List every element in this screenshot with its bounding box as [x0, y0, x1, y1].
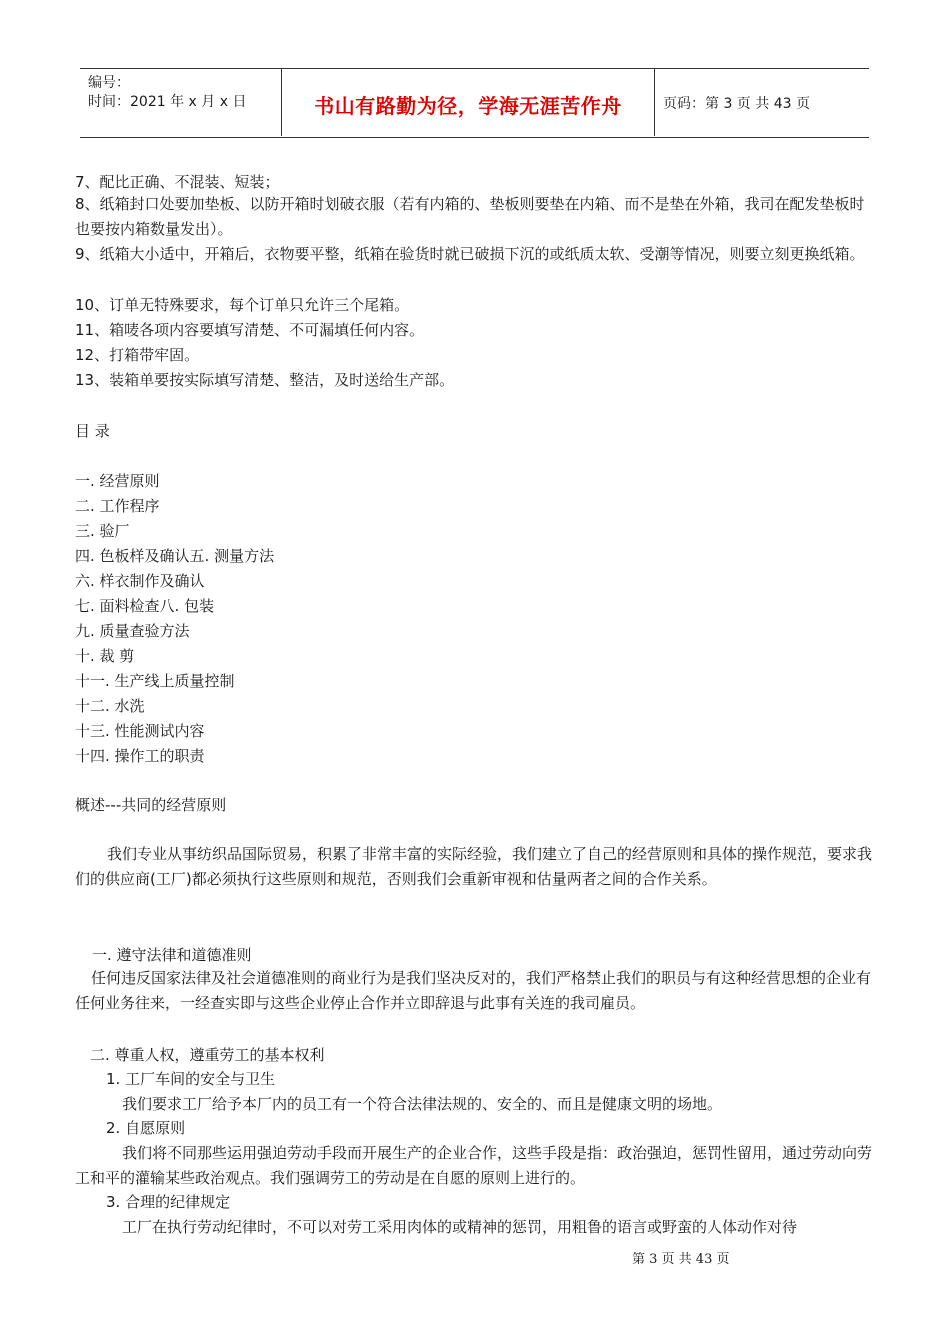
toc-entry: 二. 工作程序 [75, 497, 160, 515]
serial-number-label: 编号： [88, 75, 130, 91]
toc-entry: 七. 面料检查八. 包装 [75, 597, 215, 615]
page-footer: 第 3 页 共 43 页 [632, 1252, 730, 1267]
toc-entry: 十. 裁 剪 [75, 647, 135, 665]
toc-entry: 十一. 生产线上质量控制 [75, 672, 235, 690]
list-item: 9、纸箱大小适中，开箱后，衣物要平整，纸箱在验货时就已破损下沉的或纸质太软、受潮等情况，则要立刻更换纸箱。 [75, 245, 865, 263]
overview-title: 概述---共同的经营原则 [75, 796, 227, 814]
header-divider [654, 68, 655, 136]
list-item: 13、装箱单要按实际填写清楚、整洁，及时送给生产部。 [75, 371, 455, 389]
subsection-text: 我们要求工厂给予本厂内的员工有一个符合法律法规的、安全的、而且是健康文明的场地。 [122, 1095, 723, 1113]
list-item: 12、打箱带牢固。 [75, 346, 200, 364]
toc-entry: 十三. 性能测试内容 [75, 722, 205, 740]
toc-title: 目 录 [75, 422, 110, 440]
toc-entry: 十四. 操作工的职责 [75, 747, 205, 765]
overview-paragraph: 我们专业从事纺织品国际贸易，积累了非常丰富的实际经验，我们建立了自己的经营原则和具体的操作规范，要求我们的供应商(工厂)都必须执行这些原则和规范，否则我们会重新审视和估量两者之间的合作关系。 [75, 845, 873, 888]
motto: 书山有路勤为径，学海无涯苦作舟 [314, 94, 622, 118]
toc-entry: 九. 质量查验方法 [75, 622, 190, 640]
list-item: 8、纸箱封口处要加垫板、以防开箱时划破衣服（若有内箱的、垫板则要垫在内箱、而不是垫在外箱，我司在配发垫板时也要按内箱数量发出）。 [75, 195, 865, 238]
subsection-text: 我们将不同那些运用强迫劳动手段而开展生产的企业合作，这些手段是指：政治强迫，惩罚性留用，通过劳动向劳工和平的灌输某些政治观点。我们强调劳工的劳动是在自愿的原则上进行的。 [75, 1144, 873, 1187]
toc-entry: 十二. 水洗 [75, 697, 145, 715]
subsection-heading: 3. 合理的纪律规定 [106, 1193, 231, 1211]
section-heading: 一. 遵守法律和道德准则 [92, 946, 252, 964]
toc-entry: 一. 经营原则 [75, 472, 160, 490]
toc-entry: 六. 样衣制作及确认 [75, 572, 205, 590]
subsection-text: 工厂在执行劳动纪律时，不可以对劳工采用肉体的或精神的惩罚，用粗鲁的语言或野蛮的人体动作对待 [122, 1218, 798, 1236]
toc-entry: 三. 验厂 [75, 522, 130, 540]
date-label: 时间：2021 年 x 月 x 日 [88, 94, 247, 110]
toc-entry: 四. 色板样及确认五. 测量方法 [75, 547, 275, 565]
page-code: 页码：第 3 页 共 43 页 [663, 96, 810, 112]
list-item: 10、订单无特殊要求，每个订单只允许三个尾箱。 [75, 296, 410, 314]
list-item: 11、箱唛各项内容要填写清楚、不可漏填任何内容。 [75, 321, 425, 339]
section-paragraph: 任何违反国家法律及社会道德准则的商业行为是我们坚决反对的，我们严格禁止我们的职员与有这种经营思想的企业有任何业务往来，一经查实即与这些企业停止合作并立即辞退与此事有关连的我司雇员。 [75, 969, 872, 1012]
subsection-heading: 2. 自愿原则 [106, 1119, 186, 1137]
list-item: 7、配比正确、不混装、短装； [75, 173, 280, 191]
section-heading: 二. 尊重人权，遵重劳工的基本权利 [90, 1046, 325, 1064]
subsection-heading: 1. 工厂车间的安全与卫生 [106, 1070, 276, 1088]
